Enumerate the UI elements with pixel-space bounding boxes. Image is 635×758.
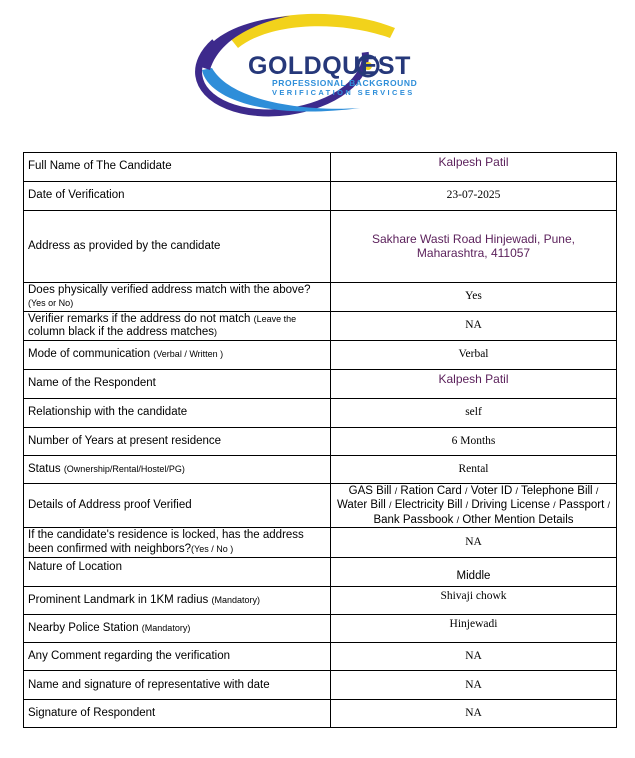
- address-match-value: Yes: [331, 283, 617, 312]
- table-row: [24, 700, 617, 728]
- table-row: [24, 643, 617, 671]
- landmark-value: Shivaji chowk: [331, 587, 617, 615]
- neighbor-confirmation-value: NA: [331, 528, 617, 558]
- doc-option: Passport: [558, 499, 605, 512]
- table-row: [24, 153, 617, 182]
- candidate-name-value: Kalpesh Patil: [331, 153, 617, 182]
- logo-tagline-2: VERIFICATION SERVICES: [272, 88, 415, 97]
- row-label: Name and signature of representative with date: [24, 671, 331, 700]
- verifier-remarks-value: NA: [331, 312, 617, 341]
- doc-option: Ration Card: [400, 485, 462, 497]
- row-label: Details of Address proof Verified: [24, 484, 331, 528]
- table-row: [24, 587, 617, 615]
- years-at-residence-value: 6 Months: [331, 428, 617, 456]
- table-row: [24, 182, 617, 211]
- comment-value: NA: [331, 643, 617, 671]
- table-row: [24, 428, 617, 456]
- table-row: [24, 671, 617, 700]
- table-row: [24, 283, 617, 312]
- representative-signature-value: NA: [331, 671, 617, 700]
- relationship-value: self: [331, 399, 617, 428]
- row-label: Signature of Respondent: [24, 700, 331, 728]
- row-label: Status (Ownership/Rental/Hostel/PG): [24, 456, 331, 484]
- table-row: [24, 211, 617, 283]
- goldquest-logo: [190, 8, 460, 120]
- table-row: [24, 399, 617, 428]
- doc-option: Telephone Bill: [521, 485, 593, 497]
- doc-option: Driving License: [471, 499, 550, 512]
- row-label: Verifier remarks if the address do not match (Leave the column black if the address matches): [24, 312, 331, 341]
- row-label: If the candidate's residence is locked, has the address been confirmed with neighbors?(Yes / No ): [24, 528, 331, 558]
- table-row: [24, 341, 617, 370]
- doc-option: Bank Passbook: [373, 513, 454, 526]
- respondent-signature-value: NA: [331, 700, 617, 728]
- doc-option: Other Mention Details: [462, 513, 574, 526]
- row-label: Date of Verification: [24, 182, 331, 211]
- row-label: Prominent Landmark in 1KM radius (Mandatory): [24, 587, 331, 615]
- table-row: [24, 615, 617, 643]
- mode-of-communication-value: Verbal: [331, 341, 617, 370]
- table-row: [24, 484, 617, 528]
- logo-wordmark: GOLDQUEST: [248, 52, 411, 80]
- status-value: Rental: [331, 456, 617, 484]
- table-row: [24, 528, 617, 558]
- row-label: Does physically verified address match with the above? (Yes or No): [24, 283, 331, 312]
- verification-form-table: [23, 152, 617, 728]
- nature-of-location-value: Middle: [331, 558, 617, 587]
- address-value: Sakhare Wasti Road Hinjewadi, Pune, Maharashtra, 411057: [331, 211, 617, 283]
- table-row: [24, 558, 617, 587]
- row-label: Any Comment regarding the verification: [24, 643, 331, 671]
- row-label: Name of the Respondent: [24, 370, 331, 399]
- respondent-name-value: Kalpesh Patil: [331, 370, 617, 399]
- row-label: Number of Years at present residence: [24, 428, 331, 456]
- police-station-value: Hinjewadi: [331, 615, 617, 643]
- row-label: Relationship with the candidate: [24, 399, 331, 428]
- row-label: Nature of Location: [24, 558, 331, 587]
- doc-option: Electricity Bill: [394, 499, 463, 512]
- doc-option: Voter ID: [470, 485, 513, 497]
- row-label: Full Name of The Candidate: [24, 153, 331, 182]
- doc-option: GAS Bill: [348, 485, 392, 497]
- doc-option: Water Bill: [336, 499, 386, 512]
- logo-tagline-1: PROFESSIONAL BACKGROUND: [272, 78, 418, 88]
- row-label: Address as provided by the candidate: [24, 211, 331, 283]
- table-row: [24, 370, 617, 399]
- date-of-verification-value: 23-07-2025: [331, 182, 617, 211]
- table-row: [24, 456, 617, 484]
- row-label: Nearby Police Station (Mandatory): [24, 615, 331, 643]
- address-proof-options: GAS Bill / Ration Card / Voter ID / Telephone Bill / Water Bill / Electricity Bill / Driving License / Passport / Bank Passbook / Other Mention Details: [331, 484, 617, 528]
- row-label: Mode of communication (Verbal / Written ): [24, 341, 331, 370]
- table-row: [24, 312, 617, 341]
